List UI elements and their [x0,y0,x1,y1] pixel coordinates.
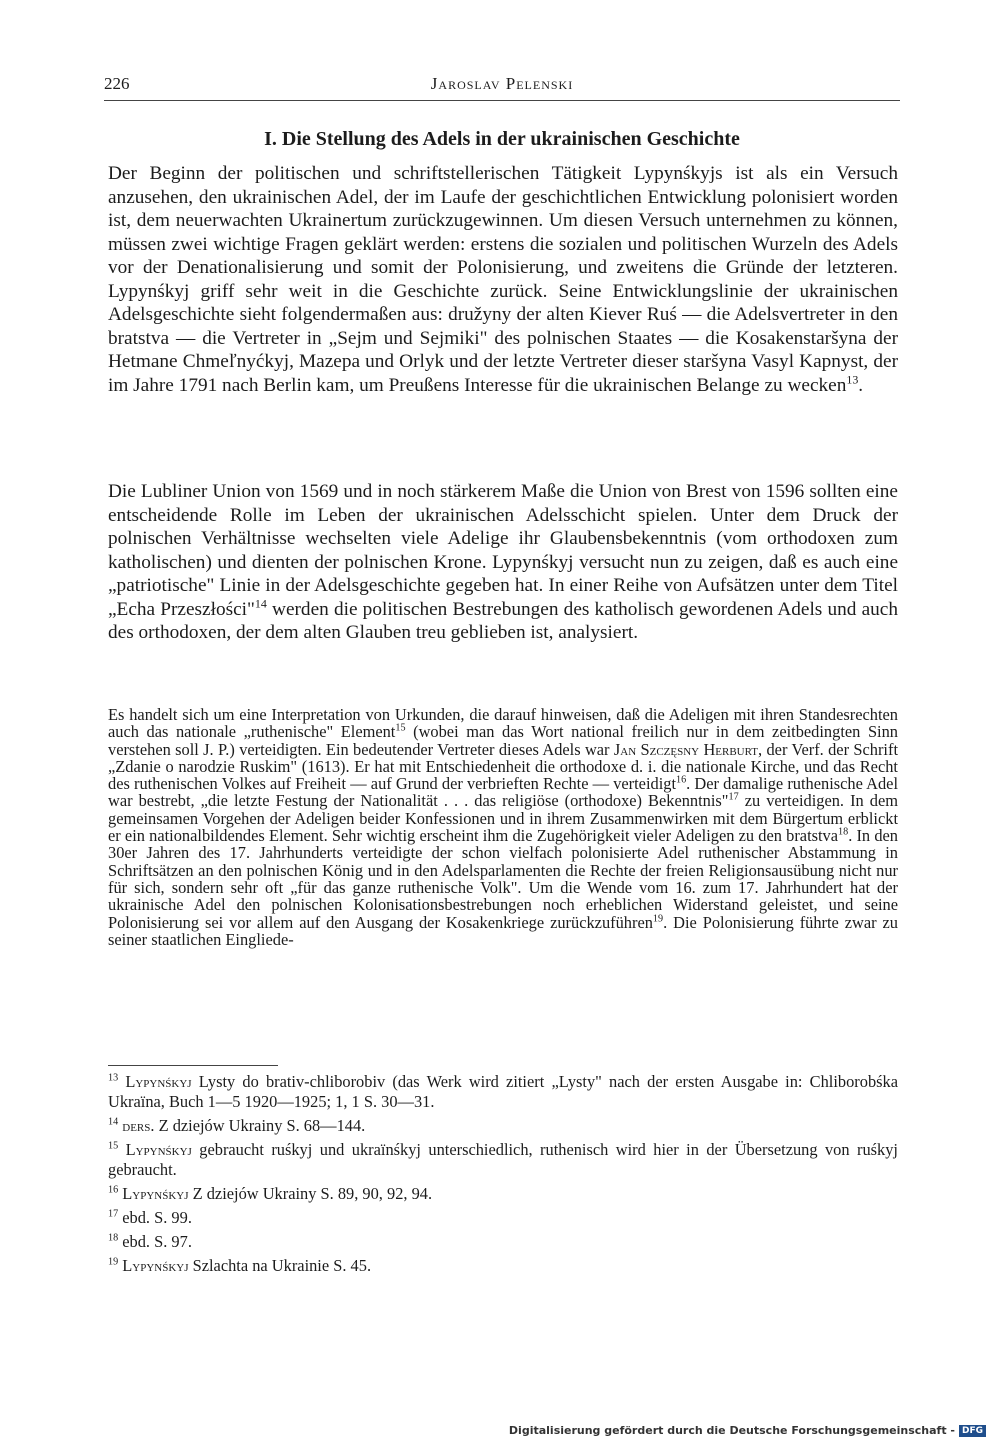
footnote-author: Lypynśkyj [125,1072,192,1091]
footnote-ref: 19 [652,913,664,925]
footnote [108,1184,898,1204]
footnote [108,1208,898,1228]
person-name: Jan Szczęsny Herburt [613,739,759,759]
footnote-ref: 17 [728,792,739,804]
footnote [108,1140,898,1180]
footnote-text: gebraucht ruśkyj und ukraïnśkyj unterschiedlich, ruthenisch wird hier in der Übersetzung von ruśkyj gebraucht. [108,1140,898,1179]
section-heading: I. Die Stellung des Adels in der ukrainischen Geschichte [264,128,740,150]
page-number: 226 [104,74,130,93]
paragraph-text: werden die politischen Bestrebungen des katholisch gewordenen Adels und auch des orthodoxen, der dem alten Glauben treu geblieben ist, analysiert. [108,598,898,643]
paragraph-text: . [858,374,864,396]
quote-text: (wobei man das Wort national freilich nur in dem zeitbedingten Sinn verstehen soll J. P.) verteidigten. Ein bedeutender Vertreter dieses Adels war [108,722,899,759]
paragraph-text: Der Beginn der politischen und schriftstellerischen Tätigkeit Lypynśkyjs ist als ein Versuch anzusehen, den ukrainischen Adel, der im Laufe der geschichtlichen Entwicklung polonisiert worden ist, dem neuerwachten Ukrainertum zurückzugewinnen. Um diesen Versuch unternehmen zu können, müssen zwei wichtige Fragen geklärt werden: erstens die sozialen und politischen Wurzeln des Adels vor der Denationalisierung und somit der Polonisierung, und zweitens die Gründe der letzteren. Lypynśkyj griff sehr weit in die Geschichte zurück. Seine Entwicklungslinie der ukrainischen Adelsgeschichte sieht folgendermaßen aus: družyny der alten Kiever Ruś — die Adelsvertreter in den bratstva — die Vertreter in „Sejm und Sejmiki" des polnischen Staates — die Kosakenstaršyna der Hetmane Chmeľnyćkyj, Mazepa und Orlyk und der letzte Vertreter dieser staršyna Vasyl Kapnyst, der im Jahre 1791 nach Berlin kam, um Preußens Interesse für die ukrainischen Belange zu wecken [108,163,898,396]
footnote-number: 14 [108,1116,119,1128]
quote-text: . Die Polonisierung führte zwar zu seiner staatlichen Eingliede- [108,912,898,949]
footnote-number: 19 [108,1256,119,1268]
footnote-ref: 15 [395,722,406,734]
digitization-credit [509,1424,986,1437]
running-head: Jaroslav Pelenski [430,74,574,93]
footnote-text: ebd. S. 99. [118,1208,192,1227]
footnote [108,1232,898,1252]
quote-text: , der Verf. der Schrift „Zdanie o narodzie Ruskim" (1613). Er hat mit Entschiedenheit die orthodoxe d. i. die nationale Kirche, und das Recht des ruthenischen Volkes auf Freiheit — auf Grund der verbrieften Rechte — verteidigt [108,739,899,794]
footnote-author: ders. [122,1116,155,1135]
footnote-number: 18 [108,1232,119,1244]
quote-text: . Der damalige ruthenische Adel war bestrebt, „die letzte Festung der Nationalität . . . das religiöse (orthodoxe) Bekenntnis" [108,774,899,811]
quote-text: zu verteidigen. In dem gemeinsamen Vorgehen der Adeligen beider Konfessionen und in ihrem Zusammenwirken mit dem Bürgertum erblickt er ein nationalbildendes Element. Sehr wichtig erscheint ihm die Zugehörigkeit vieler Adeligen zu den bratstva [108,791,898,846]
body-paragraph-2 [108,480,898,645]
footnote-author: Lypynśkyj [125,1140,192,1159]
footnote [108,1256,898,1276]
body-paragraph-1 [108,162,898,397]
footnote-text: Szlachta na Ukrainie S. 45. [188,1256,372,1275]
footnote [108,1116,898,1136]
footnote-number: 13 [108,1072,119,1084]
footnote-author: Lypynśkyj [122,1256,189,1275]
footnote [108,1072,898,1112]
footnote-text: Z dziejów Ukrainy S. 89, 90, 92, 94. [188,1184,433,1203]
footnote-ref: 13 [846,372,859,387]
credit-text: Digitalisierung gefördert durch die Deutsche Forschungsgemeinschaft - [508,1424,955,1437]
footnote-rule [108,1065,278,1066]
block-quote [108,706,898,948]
footnote-ref: 16 [676,774,687,786]
footnote-text: Z dziejów Ukrainy S. 68—144. [154,1116,366,1135]
footnote-text: Lysty do brativ-chliborobiv (das Werk wird zitiert „Lysty" nach der ersten Ausgabe in: Chliborobśka Ukraïna, Buch 1—5 1920—1925; 1, 1 S. 30—31. [108,1072,898,1111]
footnote-number: 17 [108,1208,119,1220]
quote-text: Es handelt sich um eine Interpretation von Urkunden, die darauf hinweisen, daß die Adeligen mit ihren Standesrechten auch das nationale „ruthenische" Element [108,705,898,742]
page-header [104,74,900,100]
quote-text: . In den 30er Jahren des 17. Jahrhunderts verteidigte der schon vielfach polonisierte Adel ruthenischer Abstammung in Schriftsätzen an den polnischen König und in den Adelsparlamenten die Rechte der freien Religionsausübung nicht nur für sich, sondern sehr oft „für das ganze ruthenische Volk". Um die Wende vom 16. zum 17. Jahrhundert hat der ukrainische Adel den polnischen Kolonisationsbestrebungen noch erheblichen Widerstand geleistet, und seine Polonisierung sei vor allem auf den Ausgang der Kosakenkriege zurückzuführen [108,826,898,932]
paragraph-text: Die Lubliner Union von 1569 und in noch stärkerem Maße die Union von Brest von 1596 sollten eine entscheidende Rolle im Leben der ukrainischen Adelsschicht spielen. Unter dem Druck der polnischen Verhältnisse wechselten viele Adelige ihr Glaubensbekenntnis (vom orthodoxen zum katholischen) und dienten der polnischen Krone. Lypynśkyj versucht nun zu zeigen, daß es auch eine „patriotische" Linie in der Adelsgeschichte gegeben hat. In einer Reihe von Aufsätzen unter dem Titel „Echa Przeszłości" [108,481,898,620]
footnotes [108,1072,898,1280]
dfg-logo-icon: DFG [959,1425,986,1437]
footnote-author: Lypynśkyj [122,1184,189,1203]
footnote-text: ebd. S. 97. [118,1232,192,1251]
footnote-ref: 18 [838,826,849,838]
header-rule [104,100,900,101]
footnote-number: 16 [108,1184,119,1196]
footnote-ref: 14 [254,596,267,611]
footnote-number: 15 [108,1140,119,1152]
